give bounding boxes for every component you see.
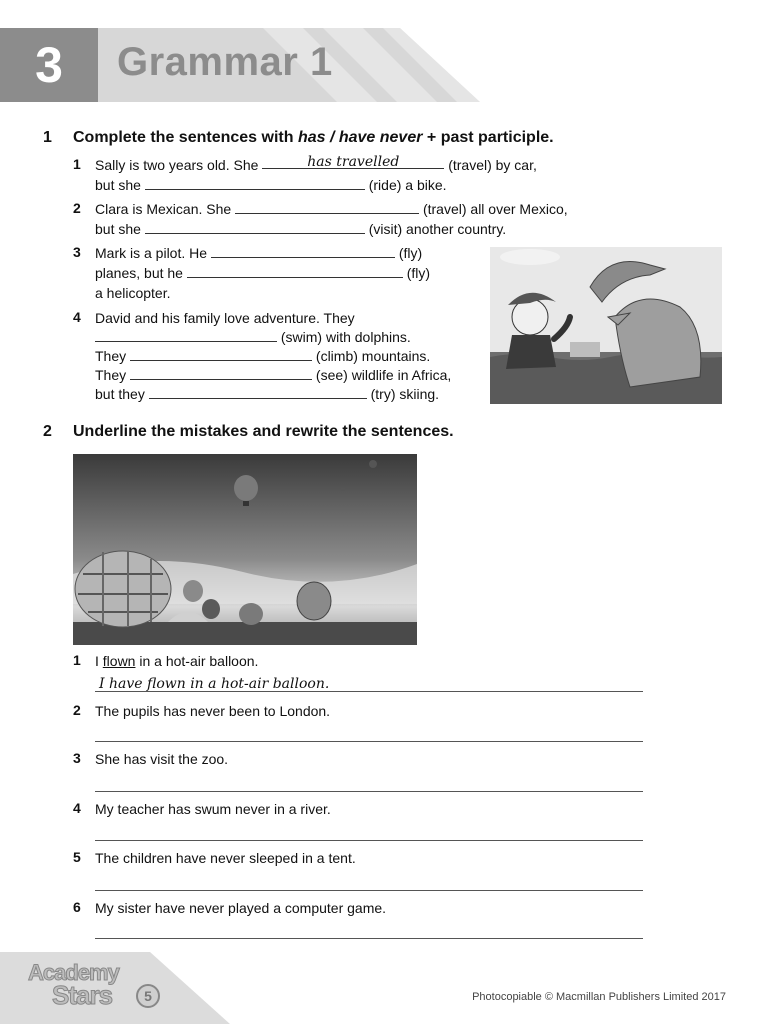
level-badge: 5 [136,984,160,1008]
answer-line[interactable] [95,822,643,841]
answer-blank[interactable] [95,328,277,342]
exercise-2-item-2-sentence: The pupils has never been to London. [95,703,331,719]
answer-blank[interactable] [187,264,403,278]
answer-blank[interactable] [130,347,312,361]
exercise-1-item-4-line-3: They (climb) mountains. [95,348,431,364]
item-number: 5 [73,849,81,865]
exercise-1-item-1-line-1: Sally is two years old. She has travelled (travel) by car, [95,154,537,173]
item-number: 4 [73,800,81,816]
exercise-2-number: 2 [43,423,52,440]
item-number: 1 [73,652,81,668]
exercise-2-instruction: Underline the mistakes and rewrite the sentences. [73,423,454,440]
exercise-1-instruction: Complete the sentences with has / have never + past participle. [73,129,554,146]
item-number: 4 [73,309,81,325]
answer-blank[interactable] [211,244,395,258]
exercise-2-item-1-sentence: I flown in a hot-air balloon. [95,653,259,669]
exercise-2-item-5-sentence: The children have never sleeped in a tent. [95,850,356,866]
exercise-1-item-4-line-4: They (see) wildlife in Africa, [95,367,452,383]
item-number: 2 [73,200,81,216]
exercise-1-item-3-line-2: planes, but he (fly) [95,265,431,281]
exercise-1-item-2-line-2: but she (visit) another country. [95,221,507,237]
answer-line[interactable] [95,673,643,692]
exercise-1-item-2-line-1: Clara is Mexican. She (travel) all over Mexico, [95,201,568,217]
exercise-1-item-4-line-2: (swim) with dolphins. [95,327,411,347]
answer-line[interactable] [95,723,643,742]
exercise-1-item-4-line-5: but they (try) skiing. [95,386,440,402]
answer-blank[interactable] [145,220,365,234]
answer-blank[interactable] [149,385,367,399]
exercise-1-number: 1 [43,129,52,146]
handwritten-answer: I have flown in a hot-air balloon. [99,676,330,692]
answer-blank[interactable] [145,176,365,190]
academy-stars-logo: Academy Stars 5 [24,958,164,1016]
answer-line[interactable] [95,872,643,891]
answer-blank[interactable] [235,200,419,214]
exercise-1-item-4-line-1: David and his family love adventure. They [95,310,355,326]
exercise-1-item-3-line-3: a helicopter. [95,285,171,301]
unit-number: 3 [0,28,98,102]
exercise-1-item-3-line-1: Mark is a pilot. He (fly) [95,245,423,261]
exercise-2-item-4-sentence: My teacher has swum never in a river. [95,801,331,817]
page-title: Grammar 1 [117,40,333,84]
exercise-2-item-3-sentence: She has visit the zoo. [95,751,229,767]
item-number: 6 [73,899,81,915]
handwritten-answer: has travelled [307,154,400,170]
exercise-2-item-6-sentence: My sister have never played a computer game. [95,900,387,916]
copyright-notice: Photocopiable © Macmillan Publishers Limited 2017 [472,991,726,1003]
item-number: 3 [73,244,81,260]
dolphin-illustration [490,247,722,404]
item-number: 3 [73,750,81,766]
item-number: 1 [73,156,81,172]
answer-blank[interactable] [262,155,444,169]
answer-line[interactable] [95,920,643,939]
underlined-mistake: flown [102,653,136,669]
item-number: 2 [73,702,81,718]
exercise-1-item-1-line-2: but she (ride) a bike. [95,177,447,193]
answer-blank[interactable] [130,366,312,380]
answer-line[interactable] [95,773,643,792]
hot-air-balloons-photo [73,454,417,645]
